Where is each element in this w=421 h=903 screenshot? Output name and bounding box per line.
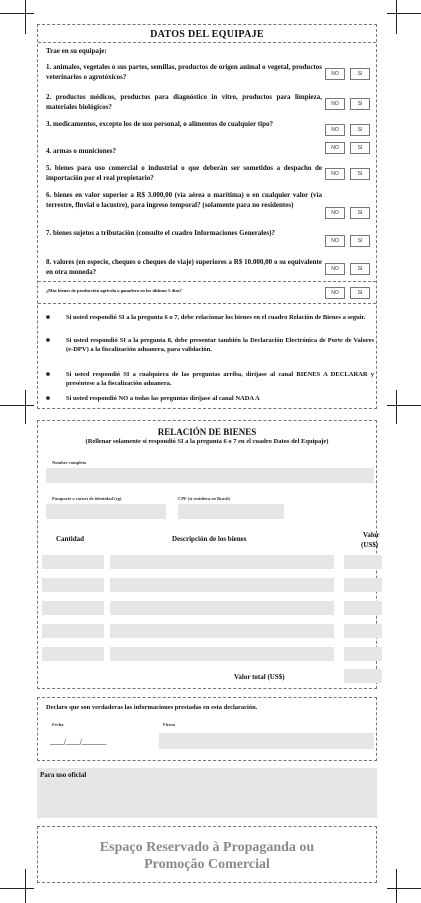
question-1: 1. animales, vegetales o sus partes, semillas, productos de origen animal o vegetal, productos veterinarios o agrotóxicos? — [46, 63, 322, 81]
full-name-field[interactable] — [46, 468, 374, 483]
passport-label: Pasaporte o carnet de identidad (rg) — [52, 496, 122, 501]
question-7: 7. bienes sujetos a tributación (consulte el cuadro Informaciones Generales)? — [46, 229, 275, 237]
no-checkbox[interactable]: NO — [325, 235, 345, 247]
section-title: RELACIÓN DE BIENES — [157, 427, 257, 437]
note-1 — [46, 314, 374, 323]
crop-mark — [387, 888, 421, 889]
answer-7 — [325, 235, 373, 247]
yes-checkbox[interactable]: SI — [350, 263, 370, 275]
quantity-header: Cantidad — [56, 535, 85, 543]
quantity-field[interactable] — [42, 601, 104, 615]
answer-9 — [325, 287, 373, 299]
yes-checkbox[interactable]: SI — [350, 68, 370, 80]
note-text: Si usted respondió SI a cualquiera de las preguntas arriba, diríjase al canal BIENES A DECLARAR y preséntese a la fiscalización aduanera. — [66, 371, 374, 387]
no-checkbox[interactable]: NO — [325, 142, 345, 154]
yes-checkbox[interactable]: SI — [350, 207, 370, 219]
crop-mark — [387, 405, 421, 406]
quantity-field[interactable] — [42, 647, 104, 661]
question-6: 6. bienes en valor superior a R$ 3.000,00 (vía aérea o marítima) o en cualquier valor (vía terrestre, fluvial o lacustre), para ingreso temporal? (solamente para no residentes) — [46, 191, 322, 209]
crop-mark — [25, 869, 26, 903]
intro-text: Trae en su equipaje: — [46, 47, 107, 55]
official-use-section — [37, 768, 377, 818]
declaration-section — [37, 697, 377, 761]
section-title: DATOS DEL EQUIPAJE — [150, 29, 264, 40]
divider — [38, 303, 376, 304]
date-field[interactable]: ____/____/_______ — [50, 737, 106, 746]
yes-checkbox[interactable]: SI — [350, 124, 370, 136]
crop-mark — [25, 390, 26, 424]
answer-8 — [325, 263, 373, 275]
value-field[interactable] — [344, 555, 382, 569]
crop-mark — [0, 888, 34, 889]
question-5: 5. bienes para uso comercial o industrial o que deberán ser sometidos a despacho de importación por el real propietario? — [46, 164, 322, 182]
description-field[interactable] — [110, 601, 334, 615]
value-field[interactable] — [344, 624, 382, 638]
no-checkbox[interactable]: NO — [325, 124, 345, 136]
description-field[interactable] — [110, 647, 334, 661]
signature-label: Firma — [163, 722, 175, 727]
no-checkbox[interactable]: NO — [325, 98, 345, 110]
signature-field[interactable] — [159, 733, 374, 749]
no-checkbox[interactable]: NO — [325, 168, 345, 180]
answer-1 — [325, 68, 373, 80]
crop-mark — [0, 13, 34, 14]
value-field[interactable] — [344, 647, 382, 661]
bullet: ■ — [46, 395, 50, 402]
value-header-currency: (US$) — [361, 541, 379, 549]
yes-checkbox[interactable]: SI — [350, 98, 370, 110]
quantity-field[interactable] — [42, 555, 104, 569]
question-9: ¿Más bienes de producción agrícola o ganadera en los últimos 5 días? — [46, 288, 182, 293]
bullet: ■ — [46, 371, 50, 378]
total-value-field[interactable] — [344, 669, 382, 683]
crop-mark — [0, 405, 34, 406]
question-8: 8. valores (en especie, cheques o cheques de viaje) superiores a R$ 10.000,00 o su equivalente en otra moneda? — [46, 258, 322, 276]
yes-checkbox[interactable]: SI — [350, 287, 370, 299]
value-field[interactable] — [344, 601, 382, 615]
question-4: 4. armas o municiones? — [46, 147, 116, 155]
no-checkbox[interactable]: NO — [325, 68, 345, 80]
total-value-label: Valor total (US$) — [234, 673, 285, 681]
note-2 — [46, 337, 374, 354]
crop-mark — [396, 390, 397, 424]
advertising-text — [38, 839, 376, 873]
no-checkbox[interactable]: NO — [325, 263, 345, 275]
value-field[interactable] — [344, 578, 382, 592]
bullet: ■ — [46, 337, 50, 344]
crop-mark — [25, 0, 26, 34]
value-header: Valor — [363, 531, 380, 539]
crop-mark — [396, 0, 397, 34]
cpf-field[interactable] — [178, 504, 284, 519]
note-text: Si usted respondió NO a todas las preguntas diríjase al canal NADA A — [66, 395, 260, 402]
cpf-label: CPF (si residiera en Brasil) — [178, 496, 230, 501]
passport-field[interactable] — [46, 504, 166, 519]
answer-2 — [325, 98, 373, 110]
crop-mark — [387, 13, 421, 14]
advertising-line-1: Espaço Reservado à Propaganda ou — [99, 840, 315, 855]
description-field[interactable] — [110, 624, 334, 638]
quantity-field[interactable] — [42, 624, 104, 638]
section-subtitle: (Rellenar solamente si respondió SI a la pregunta 6 o 7 en el cuadro Datos del Equipaje) — [85, 438, 329, 445]
date-label: Fecha — [52, 722, 64, 727]
answer-4 — [325, 142, 373, 154]
official-use-label: Para uso oficial — [40, 771, 87, 779]
full-name-label: Nombre completo — [52, 460, 87, 465]
quantity-field[interactable] — [42, 578, 104, 592]
description-field[interactable] — [110, 578, 334, 592]
answer-5 — [325, 168, 373, 180]
yes-checkbox[interactable]: SI — [350, 235, 370, 247]
description-field[interactable] — [110, 555, 334, 569]
note-3 — [46, 371, 374, 388]
no-checkbox[interactable]: NO — [325, 207, 345, 219]
divider — [38, 281, 376, 282]
goods-list-section — [37, 420, 380, 689]
note-text: Si usted respondió SI a la pregunta 8, debe presentar también la Declaración Electrónica de Porte de Valores (e-DPV) a la fiscalización aduanera, para validación. — [66, 337, 374, 353]
question-2: 2. productos médicos, productos para diagnóstico in vitro, productos para limpieza, materiales biológicos? — [46, 93, 322, 111]
advertising-space-section — [37, 826, 377, 883]
declaration-text: Declaro que son verdaderas las informaciones prestadas en esta declaración. — [46, 704, 258, 711]
question-3: 3. medicamentos, excepto los de uso personal, o alimentos de cualquier tipo? — [46, 120, 273, 128]
yes-checkbox[interactable]: SI — [350, 142, 370, 154]
crop-mark — [396, 869, 397, 903]
answer-3 — [325, 124, 373, 136]
bullet: ■ — [46, 314, 50, 321]
description-header: Descripción de los bienes — [172, 535, 247, 543]
note-text: Si usted respondió SI a la pregunta 6 o 7, debe relacionar los bienes en el cuadro Relación de Bienes a seguir. — [66, 314, 366, 321]
advertising-line-2: Promoção Comercial — [144, 857, 270, 872]
no-checkbox[interactable]: NO — [325, 287, 345, 299]
yes-checkbox[interactable]: SI — [350, 168, 370, 180]
note-4 — [46, 395, 374, 404]
baggage-data-section — [37, 24, 377, 409]
answer-6 — [325, 207, 373, 219]
divider — [38, 42, 376, 43]
